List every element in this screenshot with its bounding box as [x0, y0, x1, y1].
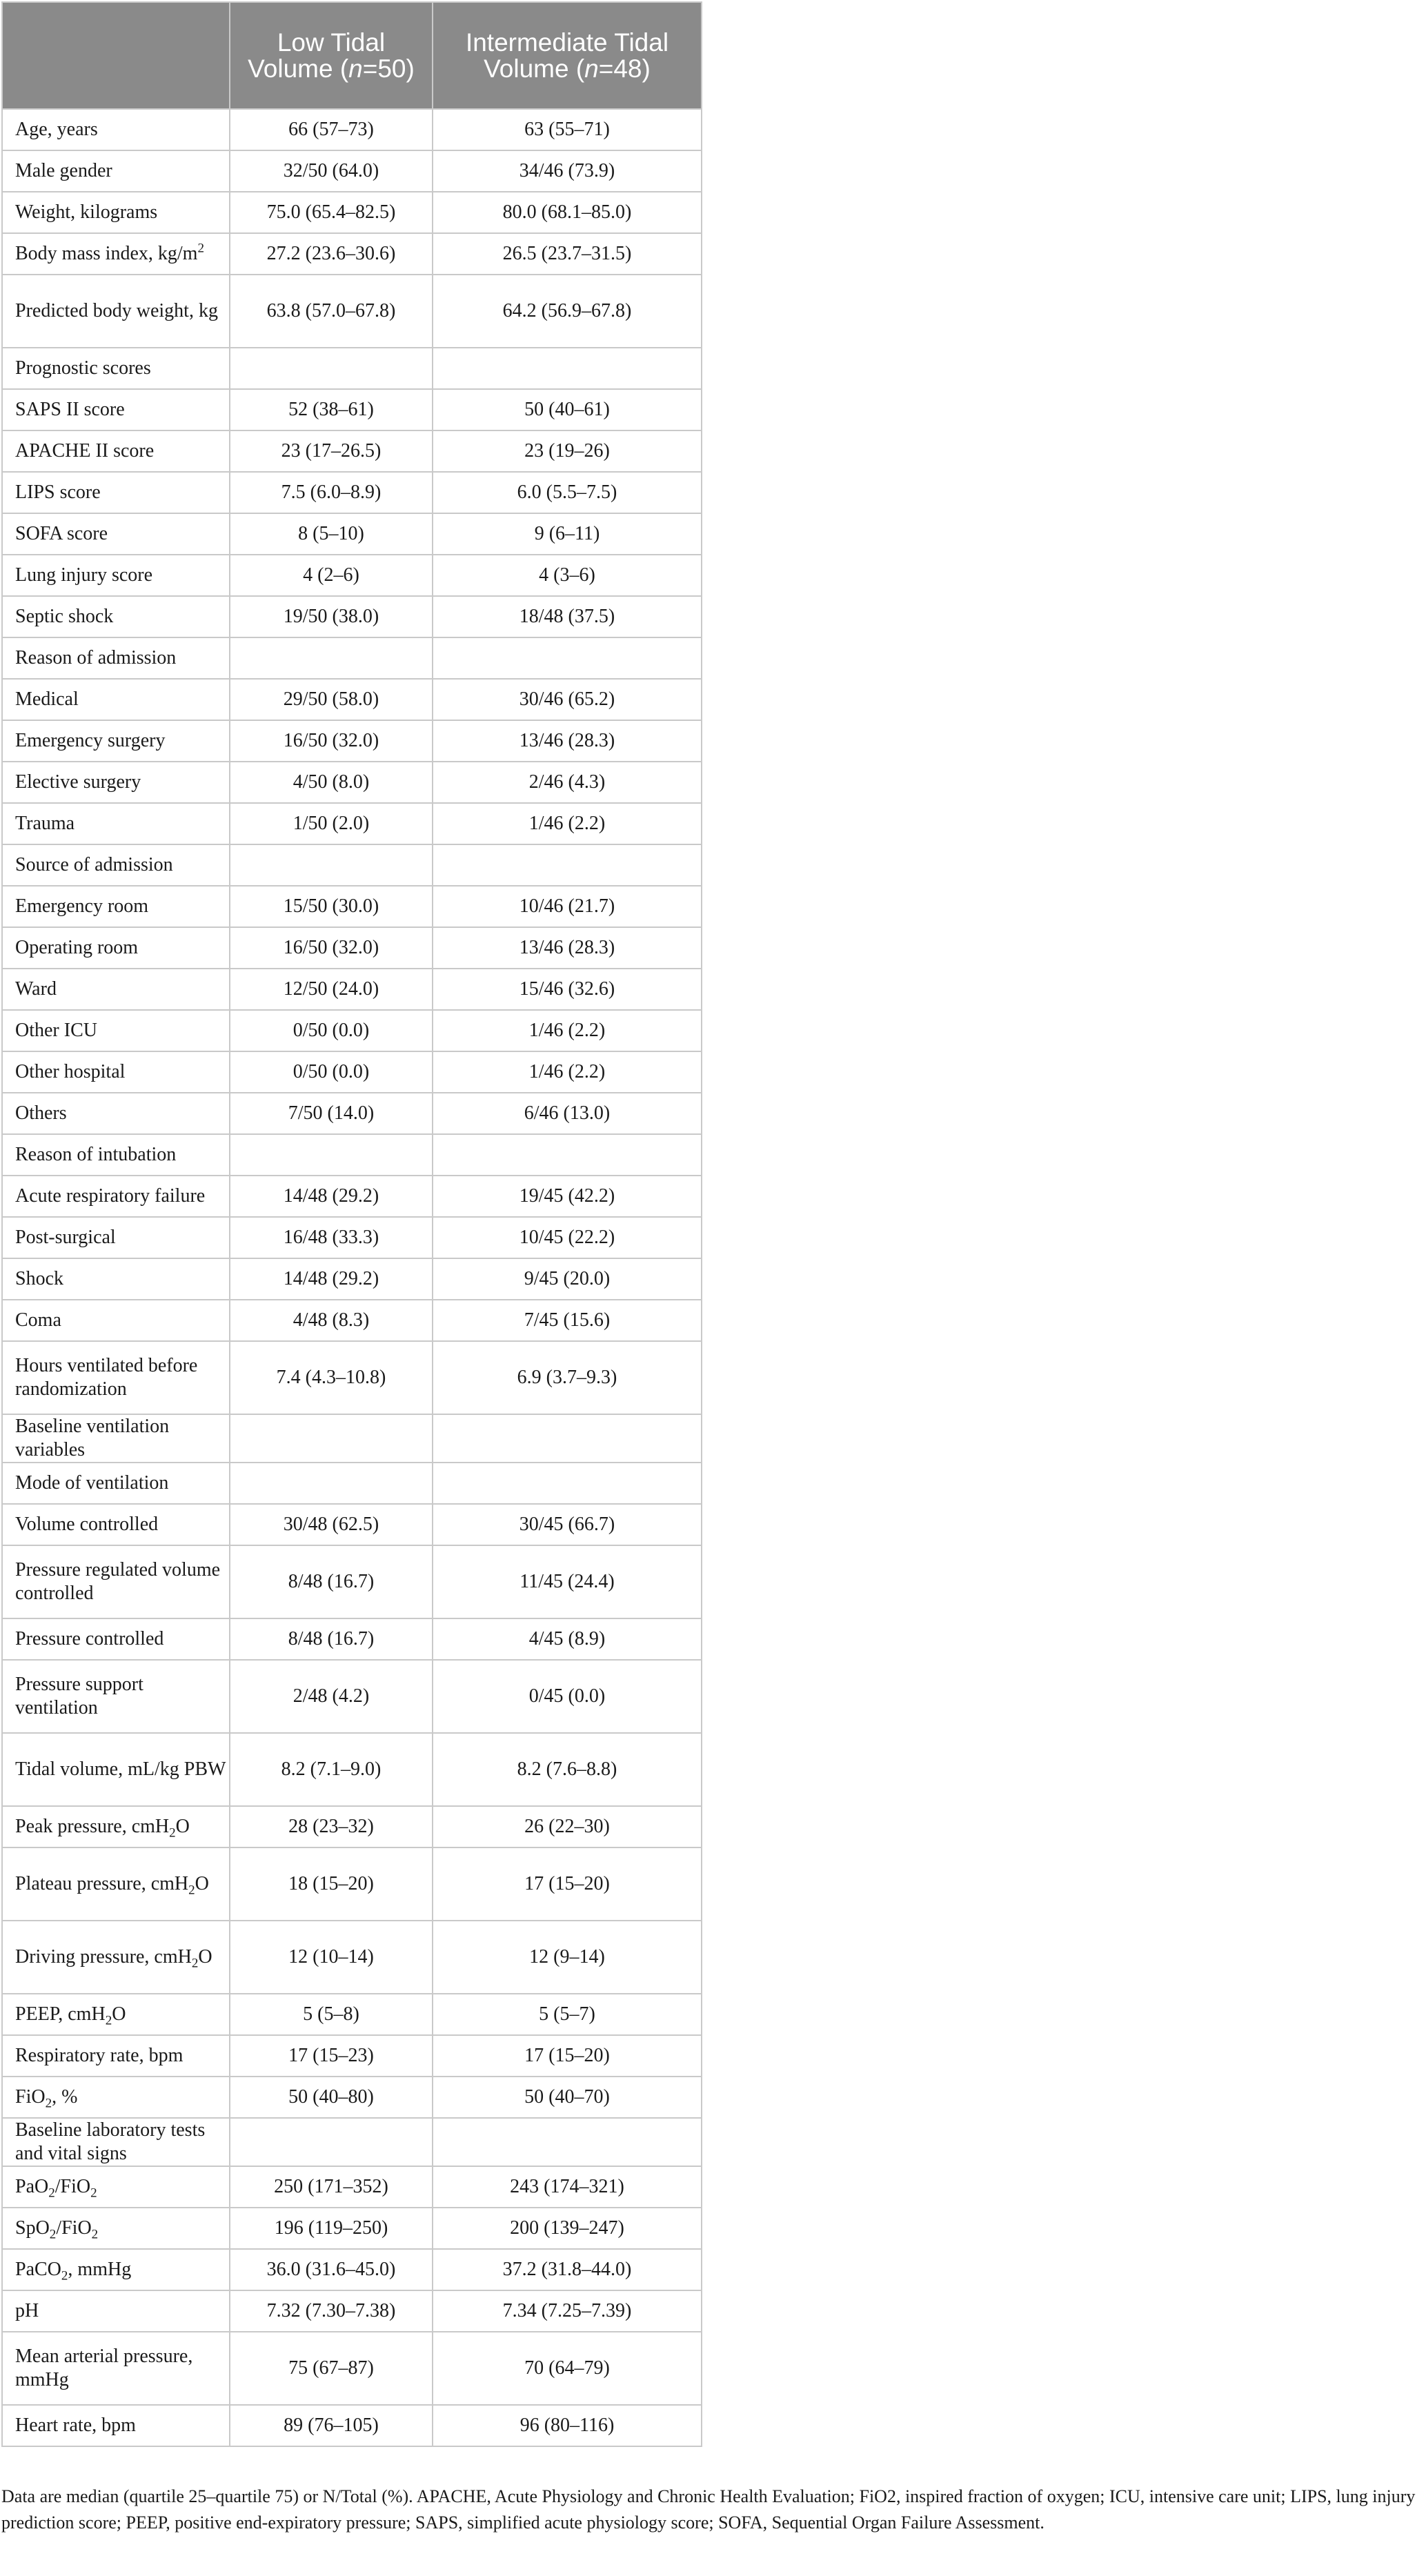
row-label-cell: Lung injury score — [2, 555, 230, 596]
table-row — [2, 1545, 702, 1618]
table-row — [2, 803, 702, 844]
header-blank-cell — [2, 2, 230, 109]
intermediate-tidal-value-cell: 15/46 (32.6) — [433, 969, 702, 1010]
table-row — [2, 1176, 702, 1217]
low-tidal-value-cell: 75 (67–87) — [230, 2332, 433, 2405]
low-tidal-value-cell: 16/50 (32.0) — [230, 720, 433, 762]
low-tidal-value-cell: 28 (23–32) — [230, 1806, 433, 1847]
low-tidal-value-cell: 29/50 (58.0) — [230, 679, 433, 720]
row-label-cell: Baseline ventilation variables — [2, 1414, 230, 1463]
intermediate-tidal-value-cell: 243 (174–321) — [433, 2166, 702, 2208]
low-tidal-value-cell — [230, 637, 433, 679]
row-label-cell: APACHE II score — [2, 430, 230, 472]
table-row — [2, 1093, 702, 1134]
intermediate-tidal-value-cell: 17 (15–20) — [433, 1847, 702, 1921]
intermediate-tidal-value-cell: 2/46 (4.3) — [433, 762, 702, 803]
row-label-cell: Weight, kilograms — [2, 192, 230, 233]
table-row — [2, 2290, 702, 2332]
header-low-tidal-volume: Low Tidal Volume (n=50) — [230, 2, 433, 109]
low-tidal-value-cell: 89 (76–105) — [230, 2405, 433, 2446]
low-tidal-value-cell: 4/50 (8.0) — [230, 762, 433, 803]
table-row — [2, 1994, 702, 2035]
row-label-cell: Trauma — [2, 803, 230, 844]
low-tidal-value-cell: 2/48 (4.2) — [230, 1660, 433, 1733]
intermediate-tidal-value-cell: 11/45 (24.4) — [433, 1545, 702, 1618]
intermediate-tidal-value-cell — [433, 637, 702, 679]
low-tidal-value-cell: 196 (119–250) — [230, 2208, 433, 2249]
low-tidal-value-cell: 15/50 (30.0) — [230, 886, 433, 927]
intermediate-tidal-value-cell: 12 (9–14) — [433, 1921, 702, 1994]
table-row — [2, 1504, 702, 1545]
intermediate-tidal-value-cell: 26 (22–30) — [433, 1806, 702, 1847]
intermediate-tidal-value-cell: 200 (139–247) — [433, 2208, 702, 2249]
low-tidal-value-cell: 50 (40–80) — [230, 2077, 433, 2118]
low-tidal-value-cell — [230, 1463, 433, 1504]
low-tidal-value-cell: 12/50 (24.0) — [230, 969, 433, 1010]
table-row — [2, 1300, 702, 1341]
row-label-cell: PaO$_2$/FiO$_2$ — [2, 2166, 230, 2208]
row-label-cell: SAPS II score — [2, 389, 230, 430]
row-label-cell: Body mass index, $kg/m^2$ — [2, 233, 230, 275]
table-row — [2, 192, 702, 233]
row-label-cell: Medical — [2, 679, 230, 720]
intermediate-tidal-value-cell: 4/45 (8.9) — [433, 1618, 702, 1660]
table-row — [2, 1733, 702, 1806]
intermediate-tidal-value-cell: 9/45 (20.0) — [433, 1258, 702, 1300]
low-tidal-value-cell: 14/48 (29.2) — [230, 1258, 433, 1300]
table-row — [2, 1217, 702, 1258]
row-label-cell: LIPS score — [2, 472, 230, 513]
intermediate-tidal-value-cell: 17 (15–20) — [433, 2035, 702, 2077]
table-footnote: Data are median (quartile 25–quartile 75) or N/Total (%). APACHE, Acute Physiology and Chronic Health Evaluation; FiO2, inspired fraction of oxygen; ICU, intensive care unit; LIPS, lung injury prediction score; PEEP, positive end-expiratory pressure; SAPS, simplified acute physiology score; SOFA, Sequential Organ Failure Assessment. — [1, 2486, 1416, 2533]
table-row — [2, 2405, 702, 2446]
table-row — [2, 430, 702, 472]
intermediate-tidal-value-cell: 1/46 (2.2) — [433, 1051, 702, 1093]
row-label-cell: Age, years — [2, 109, 230, 150]
intermediate-tidal-value-cell: 63 (55–71) — [433, 109, 702, 150]
intermediate-tidal-value-cell — [433, 348, 702, 389]
table-row — [2, 1463, 702, 1504]
row-label-cell: FiO$_2$, % — [2, 2077, 230, 2118]
table-row — [2, 2332, 702, 2405]
table-row — [2, 720, 702, 762]
table-row — [2, 1660, 702, 1733]
low-tidal-value-cell: 36.0 (31.6–45.0) — [230, 2249, 433, 2290]
low-tidal-value-cell — [230, 2118, 433, 2166]
intermediate-tidal-value-cell: 18/48 (37.5) — [433, 596, 702, 637]
intermediate-tidal-value-cell: 7.34 (7.25–7.39) — [433, 2290, 702, 2332]
intermediate-tidal-value-cell: 96 (80–116) — [433, 2405, 702, 2446]
low-tidal-value-cell: 4 (2–6) — [230, 555, 433, 596]
table-row — [2, 1921, 702, 1994]
intermediate-tidal-value-cell: 7/45 (15.6) — [433, 1300, 702, 1341]
row-label-cell: Ward — [2, 969, 230, 1010]
intermediate-tidal-value-cell: 4 (3–6) — [433, 555, 702, 596]
row-label-cell: PaCO$_2$, mmHg — [2, 2249, 230, 2290]
row-label-cell: Predicted body weight, kg — [2, 275, 230, 348]
low-tidal-value-cell: 27.2 (23.6–30.6) — [230, 233, 433, 275]
table-row — [2, 389, 702, 430]
low-tidal-value-cell: 0/50 (0.0) — [230, 1010, 433, 1051]
intermediate-tidal-value-cell: 30/46 (65.2) — [433, 679, 702, 720]
table-row — [2, 150, 702, 192]
intermediate-tidal-value-cell: 10/46 (21.7) — [433, 886, 702, 927]
table-row — [2, 1618, 702, 1660]
intermediate-tidal-value-cell: 0/45 (0.0) — [433, 1660, 702, 1733]
row-label-cell: PEEP, cmH$_2$O — [2, 1994, 230, 2035]
intermediate-tidal-value-cell — [433, 1414, 702, 1463]
row-label-cell: Source of admission — [2, 844, 230, 886]
low-tidal-value-cell: 32/50 (64.0) — [230, 150, 433, 192]
low-tidal-value-cell: 4/48 (8.3) — [230, 1300, 433, 1341]
table-row — [2, 275, 702, 348]
low-tidal-value-cell: 8 (5–10) — [230, 513, 433, 555]
low-tidal-value-cell: 17 (15–23) — [230, 2035, 433, 2077]
low-tidal-value-cell: 7.32 (7.30–7.38) — [230, 2290, 433, 2332]
row-label-cell: Plateau pressure, cmH$_2$O — [2, 1847, 230, 1921]
intermediate-tidal-value-cell: 8.2 (7.6–8.8) — [433, 1733, 702, 1806]
low-tidal-value-cell: 14/48 (29.2) — [230, 1176, 433, 1217]
table-row — [2, 513, 702, 555]
table-row — [2, 2249, 702, 2290]
table-row — [2, 109, 702, 150]
low-tidal-value-cell: 8/48 (16.7) — [230, 1545, 433, 1618]
row-label-cell: Prognostic scores — [2, 348, 230, 389]
row-label-cell: Peak pressure, cmH$_2$O — [2, 1806, 230, 1847]
baseline-characteristics-table — [1, 1, 702, 2447]
table-row — [2, 596, 702, 637]
row-label-cell: Male gender — [2, 150, 230, 192]
low-tidal-value-cell: 66 (57–73) — [230, 109, 433, 150]
low-tidal-value-cell: 63.8 (57.0–67.8) — [230, 275, 433, 348]
table-row — [2, 844, 702, 886]
row-label-cell: Elective surgery — [2, 762, 230, 803]
low-tidal-value-cell: 7/50 (14.0) — [230, 1093, 433, 1134]
row-label-cell: Shock — [2, 1258, 230, 1300]
intermediate-tidal-value-cell: 6/46 (13.0) — [433, 1093, 702, 1134]
table-row — [2, 927, 702, 969]
row-label-cell: Volume controlled — [2, 1504, 230, 1545]
row-label-cell: Pressure regulated volume controlled — [2, 1545, 230, 1618]
intermediate-tidal-value-cell: 13/46 (28.3) — [433, 927, 702, 969]
low-tidal-value-cell: 7.5 (6.0–8.9) — [230, 472, 433, 513]
intermediate-tidal-value-cell: 5 (5–7) — [433, 1994, 702, 2035]
low-tidal-value-cell: 52 (38–61) — [230, 389, 433, 430]
intermediate-tidal-value-cell — [433, 1134, 702, 1176]
intermediate-tidal-value-cell: 6.0 (5.5–7.5) — [433, 472, 702, 513]
low-tidal-value-cell: 75.0 (65.4–82.5) — [230, 192, 433, 233]
table-row — [2, 2208, 702, 2249]
table-row — [2, 233, 702, 275]
table-row — [2, 1010, 702, 1051]
table-row — [2, 472, 702, 513]
intermediate-tidal-value-cell: 19/45 (42.2) — [433, 1176, 702, 1217]
low-tidal-value-cell: 8/48 (16.7) — [230, 1618, 433, 1660]
row-label-cell: Driving pressure, cmH$_2$O — [2, 1921, 230, 1994]
intermediate-tidal-value-cell: 50 (40–70) — [433, 2077, 702, 2118]
intermediate-tidal-value-cell: 23 (19–26) — [433, 430, 702, 472]
intermediate-tidal-value-cell: 30/45 (66.7) — [433, 1504, 702, 1545]
row-label-cell: Emergency surgery — [2, 720, 230, 762]
intermediate-tidal-value-cell: 13/46 (28.3) — [433, 720, 702, 762]
row-label-cell: Hours ventilated before randomization — [2, 1341, 230, 1414]
intermediate-tidal-value-cell: 70 (64–79) — [433, 2332, 702, 2405]
low-tidal-value-cell: 19/50 (38.0) — [230, 596, 433, 637]
intermediate-tidal-value-cell: 80.0 (68.1–85.0) — [433, 192, 702, 233]
table-row — [2, 2035, 702, 2077]
low-tidal-value-cell: 5 (5–8) — [230, 1994, 433, 2035]
intermediate-tidal-value-cell: 50 (40–61) — [433, 389, 702, 430]
table-row — [2, 1134, 702, 1176]
row-label-cell: Tidal volume, mL/kg PBW — [2, 1733, 230, 1806]
row-label-cell: Reason of intubation — [2, 1134, 230, 1176]
table-row — [2, 1414, 702, 1463]
table-row — [2, 2166, 702, 2208]
table-row — [2, 679, 702, 720]
row-label-cell: pH — [2, 2290, 230, 2332]
row-label-cell: Heart rate, bpm — [2, 2405, 230, 2446]
row-label-cell: Reason of admission — [2, 637, 230, 679]
low-tidal-value-cell: 16/48 (33.3) — [230, 1217, 433, 1258]
low-tidal-value-cell: 12 (10–14) — [230, 1921, 433, 1994]
low-tidal-value-cell: 0/50 (0.0) — [230, 1051, 433, 1093]
table-row — [2, 2077, 702, 2118]
row-label-cell: Coma — [2, 1300, 230, 1341]
row-label-cell: Mean arterial pressure, mmHg — [2, 2332, 230, 2405]
table-row — [2, 1258, 702, 1300]
table-row — [2, 555, 702, 596]
intermediate-tidal-value-cell: 37.2 (31.8–44.0) — [433, 2249, 702, 2290]
table-header-row — [2, 2, 702, 109]
row-label-cell: Mode of ventilation — [2, 1463, 230, 1504]
row-label-cell: Respiratory rate, bpm — [2, 2035, 230, 2077]
low-tidal-value-cell: 18 (15–20) — [230, 1847, 433, 1921]
intermediate-tidal-value-cell — [433, 2118, 702, 2166]
row-label-cell: SOFA score — [2, 513, 230, 555]
header-intermediate-tidal-volume: Intermediate Tidal Volume (n=48) — [433, 2, 702, 109]
row-label-cell: Acute respiratory failure — [2, 1176, 230, 1217]
intermediate-tidal-value-cell: 1/46 (2.2) — [433, 803, 702, 844]
row-label-cell: SpO$_2$/FiO$_2$ — [2, 2208, 230, 2249]
table-row — [2, 1847, 702, 1921]
row-label-cell: Other ICU — [2, 1010, 230, 1051]
table-body — [2, 109, 702, 2446]
intermediate-tidal-value-cell: 26.5 (23.7–31.5) — [433, 233, 702, 275]
row-label-cell: Septic shock — [2, 596, 230, 637]
row-label-cell: Baseline laboratory tests and vital signs — [2, 2118, 230, 2166]
row-label-cell: Pressure controlled — [2, 1618, 230, 1660]
table-row — [2, 1806, 702, 1847]
intermediate-tidal-value-cell: 6.9 (3.7–9.3) — [433, 1341, 702, 1414]
table-row — [2, 637, 702, 679]
intermediate-tidal-value-cell: 64.2 (56.9–67.8) — [433, 275, 702, 348]
row-label-cell: Operating room — [2, 927, 230, 969]
table-row — [2, 2118, 702, 2166]
intermediate-tidal-value-cell — [433, 844, 702, 886]
low-tidal-value-cell — [230, 1414, 433, 1463]
row-label-cell: Others — [2, 1093, 230, 1134]
table-row — [2, 969, 702, 1010]
intermediate-tidal-value-cell: 10/45 (22.2) — [433, 1217, 702, 1258]
table-row — [2, 762, 702, 803]
table-row — [2, 1051, 702, 1093]
intermediate-tidal-value-cell: 1/46 (2.2) — [433, 1010, 702, 1051]
row-label-cell: Post-surgical — [2, 1217, 230, 1258]
low-tidal-value-cell: 1/50 (2.0) — [230, 803, 433, 844]
table-row — [2, 1341, 702, 1414]
low-tidal-value-cell: 16/50 (32.0) — [230, 927, 433, 969]
low-tidal-value-cell — [230, 844, 433, 886]
table-row — [2, 348, 702, 389]
intermediate-tidal-value-cell: 34/46 (73.9) — [433, 150, 702, 192]
intermediate-tidal-value-cell — [433, 1463, 702, 1504]
row-label-cell: Emergency room — [2, 886, 230, 927]
low-tidal-value-cell: 30/48 (62.5) — [230, 1504, 433, 1545]
low-tidal-value-cell — [230, 1134, 433, 1176]
row-label-cell: Pressure support ventilation — [2, 1660, 230, 1733]
low-tidal-value-cell: 8.2 (7.1–9.0) — [230, 1733, 433, 1806]
low-tidal-value-cell — [230, 348, 433, 389]
intermediate-tidal-value-cell: 9 (6–11) — [433, 513, 702, 555]
row-label-cell: Other hospital — [2, 1051, 230, 1093]
low-tidal-value-cell: 23 (17–26.5) — [230, 430, 433, 472]
low-tidal-value-cell: 7.4 (4.3–10.8) — [230, 1341, 433, 1414]
low-tidal-value-cell: 250 (171–352) — [230, 2166, 433, 2208]
table-row — [2, 886, 702, 927]
